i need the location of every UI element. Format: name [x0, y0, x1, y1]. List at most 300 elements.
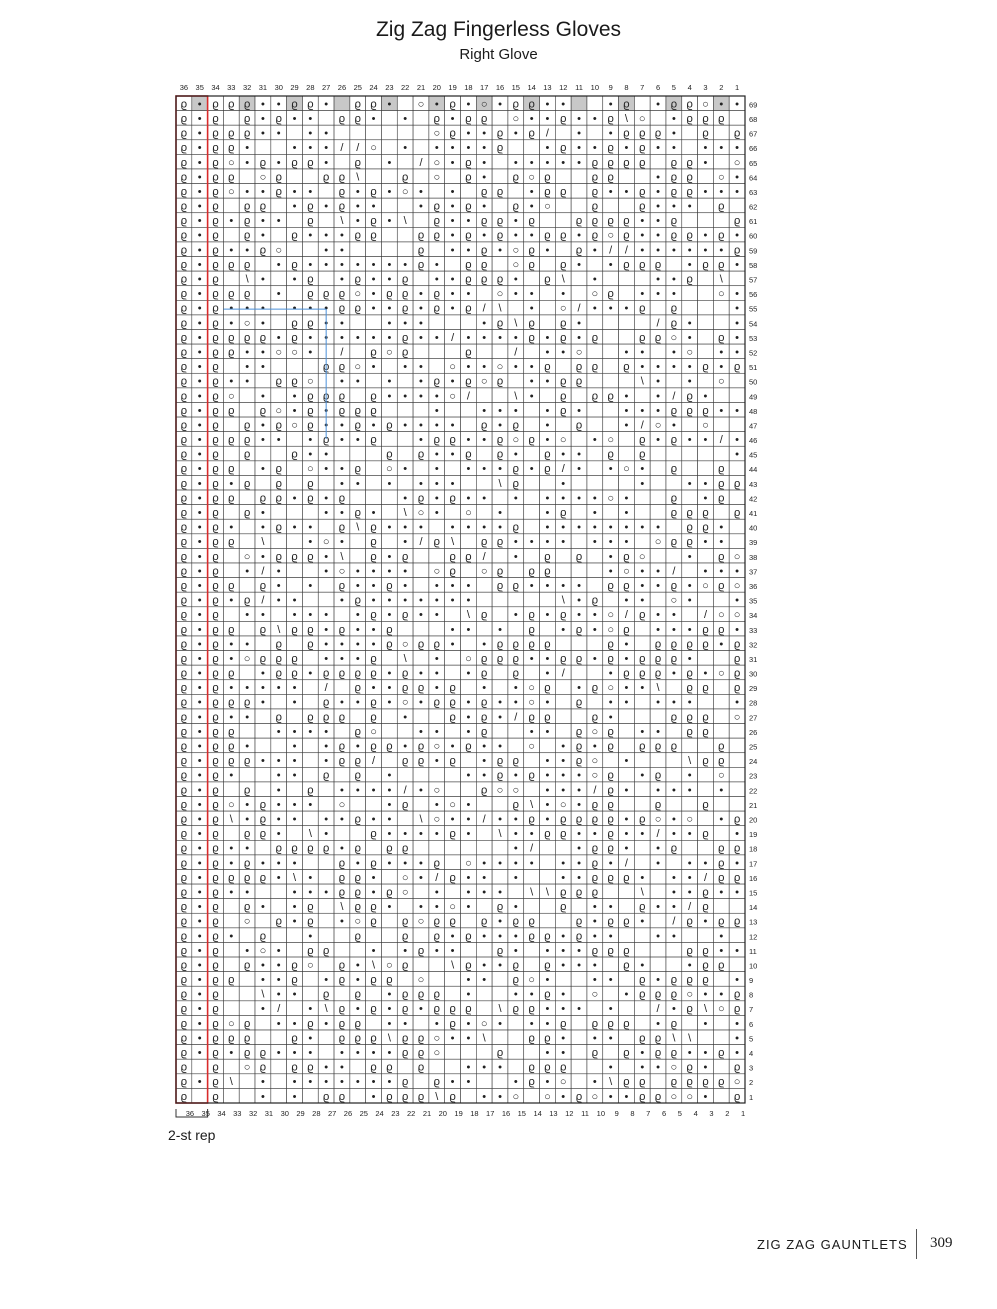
chart-cell [413, 169, 429, 184]
chart-symbol: • [640, 595, 644, 607]
chart-symbol: \ [309, 828, 313, 840]
chart-symbol: ϱ [212, 945, 218, 957]
chart-symbol: ϱ [607, 638, 613, 650]
chart-symbol: ϱ [639, 609, 645, 621]
chart-cell [540, 913, 556, 928]
chart-symbol: • [625, 1091, 629, 1103]
chart-symbol: • [561, 449, 565, 461]
chart-symbol: • [308, 142, 312, 154]
chart-symbol: ϱ [592, 201, 598, 213]
chart-symbol: ϱ [402, 959, 408, 971]
chart-symbol: ϱ [370, 551, 376, 563]
chart-cell [476, 797, 492, 812]
chart-symbol: ϱ [607, 770, 613, 782]
chart-symbol: ϱ [497, 274, 503, 286]
chart-symbol: • [261, 609, 265, 621]
chart-symbol: ϱ [307, 638, 313, 650]
chart-cell [381, 359, 397, 374]
chart-symbol: ϱ [639, 1032, 645, 1044]
chart-cell [287, 928, 303, 943]
chart-symbol: ϱ [671, 1018, 677, 1030]
chart-cell [713, 724, 729, 739]
chart-symbol: • [546, 434, 550, 446]
chart-symbol: • [735, 98, 739, 110]
chart-cell [524, 592, 540, 607]
chart-cell [271, 300, 287, 315]
chart-symbol: ϱ [449, 128, 455, 140]
chart-symbol: ϱ [544, 551, 550, 563]
chart-cell [255, 446, 271, 461]
chart-cell [587, 563, 603, 578]
chart-symbol: • [609, 930, 613, 942]
column-number-top: 17 [480, 83, 488, 92]
chart-symbol: • [530, 201, 534, 213]
chart-symbol: • [261, 522, 265, 534]
chart-symbol: • [451, 624, 455, 636]
chart-symbol: ϱ [560, 186, 566, 198]
chart-symbol: • [277, 434, 281, 446]
chart-symbol: • [198, 872, 202, 884]
column-number-top: 26 [338, 83, 346, 92]
chart-cell [461, 680, 477, 695]
chart-symbol: ϱ [212, 361, 218, 373]
chart-cell [650, 884, 666, 899]
chart-symbol: / [325, 682, 329, 694]
chart-cell [540, 869, 556, 884]
chart-cell [239, 621, 255, 636]
chart-cell [698, 286, 714, 301]
chart-symbol: • [229, 770, 233, 782]
chart-cell [461, 1088, 477, 1103]
chart-symbol: ϱ [497, 770, 503, 782]
row-number: 68 [749, 115, 757, 124]
chart-symbol: ϱ [497, 317, 503, 329]
chart-symbol: ϱ [607, 726, 613, 738]
chart-symbol: • [514, 682, 518, 694]
chart-symbol: • [625, 536, 629, 548]
chart-cell [413, 1015, 429, 1030]
chart-symbol: • [293, 113, 297, 125]
chart-symbol: ϱ [212, 1003, 218, 1015]
chart-symbol: ϱ [655, 770, 661, 782]
chart-symbol: ϱ [465, 551, 471, 563]
chart-cell [461, 315, 477, 330]
chart-cell [271, 928, 287, 943]
chart-cell [603, 330, 619, 345]
chart-symbol: \ [657, 682, 661, 694]
chart-cell [287, 475, 303, 490]
chart-symbol: ○ [433, 171, 440, 183]
chart-cell [476, 1074, 492, 1089]
chart-symbol: ○ [228, 390, 235, 402]
chart-symbol: ϱ [639, 128, 645, 140]
chart-symbol: / [546, 128, 550, 140]
chart-symbol: • [435, 390, 439, 402]
chart-symbol: \ [388, 1032, 392, 1044]
chart-symbol: • [451, 449, 455, 461]
chart-symbol: ϱ [671, 989, 677, 1001]
chart-symbol: ϱ [307, 157, 313, 169]
chart-symbol: • [198, 580, 202, 592]
chart-symbol: ϱ [402, 930, 408, 942]
chart-symbol: ϱ [449, 916, 455, 928]
chart-symbol: \ [625, 113, 629, 125]
chart-symbol: • [625, 828, 629, 840]
chart-symbol: • [593, 828, 597, 840]
chart-symbol: ○ [607, 682, 614, 694]
chart-symbol: ϱ [181, 171, 187, 183]
chart-cell [287, 709, 303, 724]
chart-symbol: ϱ [513, 580, 519, 592]
chart-symbol: ϱ [655, 332, 661, 344]
chart-symbol: • [308, 886, 312, 898]
chart-symbol: ϱ [181, 872, 187, 884]
chart-symbol: • [293, 201, 297, 213]
chart-cell [476, 840, 492, 855]
chart-symbol: ϱ [639, 813, 645, 825]
chart-symbol: • [435, 419, 439, 431]
chart-cell [334, 607, 350, 622]
chart-symbol: ϱ [244, 419, 250, 431]
row-number: 67 [749, 130, 757, 139]
chart-symbol: • [403, 1018, 407, 1030]
chart-symbol: ϱ [212, 668, 218, 680]
chart-symbol: • [498, 959, 502, 971]
chart-cell [476, 899, 492, 914]
chart-symbol: ϱ [386, 624, 392, 636]
chart-cell [508, 1030, 524, 1045]
chart-symbol: ϱ [307, 317, 313, 329]
row-number: 31 [749, 655, 757, 664]
chart-cell [287, 505, 303, 520]
chart-symbol: ϱ [402, 288, 408, 300]
chart-symbol: ϱ [307, 201, 313, 213]
chart-symbol: ϱ [244, 901, 250, 913]
chart-symbol: • [577, 959, 581, 971]
chart-symbol: ϱ [639, 259, 645, 271]
chart-cell [729, 724, 745, 739]
chart-symbol: • [198, 157, 202, 169]
chart-symbol: ϱ [497, 755, 503, 767]
chart-cell [492, 840, 508, 855]
chart-symbol: • [451, 288, 455, 300]
chart-symbol: • [356, 580, 360, 592]
chart-symbol: • [704, 1047, 708, 1059]
chart-symbol: • [387, 157, 391, 169]
chart-symbol: • [198, 244, 202, 256]
chart-cell [476, 505, 492, 520]
chart-cell [571, 388, 587, 403]
chart-symbol: • [324, 813, 328, 825]
chart-symbol: • [546, 653, 550, 665]
chart-symbol: • [735, 565, 739, 577]
chart-symbol: ϱ [307, 901, 313, 913]
chart-cell [603, 198, 619, 213]
column-number-top: 18 [464, 83, 472, 92]
chart-symbol: • [198, 449, 202, 461]
chart-symbol: • [593, 901, 597, 913]
chart-symbol: ϱ [181, 1062, 187, 1074]
chart-symbol: ϱ [228, 741, 234, 753]
chart-symbol: • [372, 288, 376, 300]
chart-cell [555, 913, 571, 928]
chart-symbol: ϱ [702, 886, 708, 898]
chart-symbol: ϱ [355, 113, 361, 125]
chart-symbol: ○ [433, 565, 440, 577]
chart-symbol: ϱ [323, 711, 329, 723]
chart-symbol: • [435, 668, 439, 680]
chart-cell [540, 388, 556, 403]
chart-symbol: ϱ [339, 113, 345, 125]
column-number-bottom: 36 [186, 1109, 194, 1118]
chart-symbol: • [609, 186, 613, 198]
chart-symbol: • [324, 741, 328, 753]
chart-cell [397, 198, 413, 213]
chart-symbol: ϱ [576, 697, 582, 709]
chart-cell [650, 154, 666, 169]
chart-symbol: • [466, 361, 470, 373]
chart-cell [413, 928, 429, 943]
column-number-bottom: 33 [233, 1109, 241, 1118]
chart-symbol: • [261, 98, 265, 110]
chart-symbol: ϱ [402, 171, 408, 183]
chart-symbol: • [419, 828, 423, 840]
chart-symbol: ϱ [702, 522, 708, 534]
chart-cell [634, 534, 650, 549]
chart-cell [239, 665, 255, 680]
column-number-bottom: 24 [375, 1109, 383, 1118]
chart-symbol: ○ [528, 171, 535, 183]
chart-symbol: • [372, 201, 376, 213]
chart-symbol: • [530, 857, 534, 869]
chart-cell [555, 724, 571, 739]
chart-symbol: • [198, 668, 202, 680]
chart-symbol: • [466, 98, 470, 110]
chart-symbol: ϱ [513, 522, 519, 534]
chart-symbol: ϱ [212, 1091, 218, 1103]
chart-cell [650, 957, 666, 972]
row-number: 21 [749, 801, 757, 810]
chart-symbol: ϱ [181, 1003, 187, 1015]
chart-cell [397, 96, 413, 111]
chart-symbol: • [672, 609, 676, 621]
chart-symbol: ϱ [544, 463, 550, 475]
chart-cell [476, 475, 492, 490]
chart-symbol: ϱ [181, 828, 187, 840]
column-number-bottom: 32 [249, 1109, 257, 1118]
chart-symbol: • [356, 653, 360, 665]
chart-symbol: • [340, 376, 344, 388]
chart-cell [713, 899, 729, 914]
chart-symbol: ○ [512, 259, 519, 271]
chart-symbol: ϱ [276, 653, 282, 665]
chart-symbol: ϱ [655, 638, 661, 650]
row-number: 24 [749, 757, 757, 766]
chart-cell [571, 972, 587, 987]
chart-symbol: • [735, 186, 739, 198]
chart-symbol: • [419, 595, 423, 607]
chart-symbol: ϱ [702, 113, 708, 125]
chart-cell [271, 1088, 287, 1103]
chart-cell [255, 724, 271, 739]
chart-symbol: ϱ [244, 872, 250, 884]
chart-symbol: \ [356, 522, 360, 534]
chart-cell [571, 1059, 587, 1074]
chart-symbol: ϱ [181, 711, 187, 723]
chart-symbol: ϱ [370, 1032, 376, 1044]
chart-symbol: ϱ [370, 434, 376, 446]
chart-symbol: ○ [512, 1091, 519, 1103]
chart-symbol: • [387, 317, 391, 329]
chart-symbol: ϱ [291, 843, 297, 855]
chart-symbol: • [308, 726, 312, 738]
chart-symbol: ○ [639, 113, 646, 125]
row-number: 11 [749, 947, 757, 956]
chart-symbol: • [435, 755, 439, 767]
chart-symbol: • [372, 1047, 376, 1059]
chart-symbol: ϱ [449, 1018, 455, 1030]
chart-symbol: ϱ [418, 1032, 424, 1044]
chart-symbol: ○ [544, 201, 551, 213]
chart-symbol: \ [340, 901, 344, 913]
chart-symbol: ϱ [639, 1076, 645, 1088]
chart-symbol: • [198, 989, 202, 1001]
chart-symbol: • [672, 624, 676, 636]
chart-symbol: • [340, 536, 344, 548]
chart-symbol: ϱ [181, 945, 187, 957]
chart-symbol: • [561, 288, 565, 300]
chart-cell [239, 986, 255, 1001]
chart-cell [603, 753, 619, 768]
chart-symbol: • [609, 98, 613, 110]
chart-cell [413, 344, 429, 359]
chart-symbol: ϱ [181, 784, 187, 796]
chart-symbol: / [530, 843, 534, 855]
chart-symbol: • [198, 711, 202, 723]
chart-cell [571, 271, 587, 286]
chart-symbol: ϱ [323, 434, 329, 446]
chart-symbol: ϱ [544, 638, 550, 650]
chart-symbol: ϱ [639, 668, 645, 680]
chart-symbol: ϱ [212, 653, 218, 665]
chart-symbol: ϱ [291, 551, 297, 563]
chart-cell [318, 855, 334, 870]
chart-symbol: • [277, 215, 281, 227]
chart-symbol: ϱ [339, 872, 345, 884]
chart-symbol: ϱ [323, 1091, 329, 1103]
chart-symbol: ϱ [497, 434, 503, 446]
chart-cell [381, 402, 397, 417]
chart-symbol: • [625, 989, 629, 1001]
chart-symbol: ○ [718, 668, 725, 680]
chart-symbol: ϱ [386, 1091, 392, 1103]
chart-symbol: ○ [418, 507, 425, 519]
chart-symbol: • [372, 580, 376, 592]
chart-symbol: • [435, 799, 439, 811]
chart-symbol: ϱ [465, 959, 471, 971]
chart-cell [619, 475, 635, 490]
chart-symbol: ϱ [481, 215, 487, 227]
chart-cell [634, 753, 650, 768]
chart-symbol: • [735, 405, 739, 417]
chart-symbol: • [340, 332, 344, 344]
chart-cell [223, 782, 239, 797]
chart-symbol: • [640, 770, 644, 782]
chart-symbol: • [277, 857, 281, 869]
chart-cell [698, 840, 714, 855]
chart-symbol: • [356, 332, 360, 344]
chart-symbol: • [546, 697, 550, 709]
chart-symbol: ϱ [212, 1076, 218, 1088]
chart-symbol: ϱ [212, 682, 218, 694]
column-number-bottom: 17 [486, 1109, 494, 1118]
chart-cell [524, 548, 540, 563]
chart-cell [729, 198, 745, 213]
chart-symbol: ϱ [687, 186, 693, 198]
chart-symbol: ϱ [623, 215, 629, 227]
chart-symbol: • [672, 872, 676, 884]
chart-cell [698, 928, 714, 943]
chart-symbol: • [561, 522, 565, 534]
chart-symbol: ϱ [212, 624, 218, 636]
chart-cell [318, 578, 334, 593]
chart-symbol: • [229, 595, 233, 607]
chart-cell [381, 169, 397, 184]
row-number: 40 [749, 524, 757, 533]
chart-symbol: • [451, 215, 455, 227]
chart-cell [429, 709, 445, 724]
chart-cell [619, 928, 635, 943]
chart-symbol: ϱ [212, 113, 218, 125]
chart-symbol: / [688, 901, 692, 913]
chart-symbol: ○ [686, 1091, 693, 1103]
chart-cell [603, 315, 619, 330]
chart-symbol: \ [641, 376, 645, 388]
chart-symbol: ϱ [181, 346, 187, 358]
chart-symbol: / [356, 142, 360, 154]
chart-cell [682, 286, 698, 301]
chart-symbol: • [546, 98, 550, 110]
column-number-top: 11 [575, 83, 583, 92]
chart-symbol: • [245, 799, 249, 811]
chart-cell [271, 140, 287, 155]
chart-symbol: • [435, 901, 439, 913]
row-number: 47 [749, 421, 757, 430]
chart-symbol: • [198, 682, 202, 694]
chart-symbol: • [229, 215, 233, 227]
chart-symbol: • [656, 376, 660, 388]
chart-cell [650, 475, 666, 490]
column-number-top: 32 [243, 83, 251, 92]
chart-symbol: ϱ [513, 799, 519, 811]
chart-symbol: • [435, 259, 439, 271]
chart-cell [571, 1015, 587, 1030]
chart-cell [413, 797, 429, 812]
chart-symbol: • [451, 478, 455, 490]
chart-symbol: • [609, 1032, 613, 1044]
chart-symbol: ϱ [418, 989, 424, 1001]
chart-cell [603, 592, 619, 607]
chart-symbol: • [324, 449, 328, 461]
chart-symbol: • [403, 595, 407, 607]
chart-cell [634, 490, 650, 505]
chart-symbol: ϱ [276, 916, 282, 928]
chart-symbol: ϱ [513, 98, 519, 110]
chart-symbol: • [530, 726, 534, 738]
chart-cell [302, 753, 318, 768]
chart-symbol: • [372, 813, 376, 825]
chart-symbol: ϱ [339, 624, 345, 636]
